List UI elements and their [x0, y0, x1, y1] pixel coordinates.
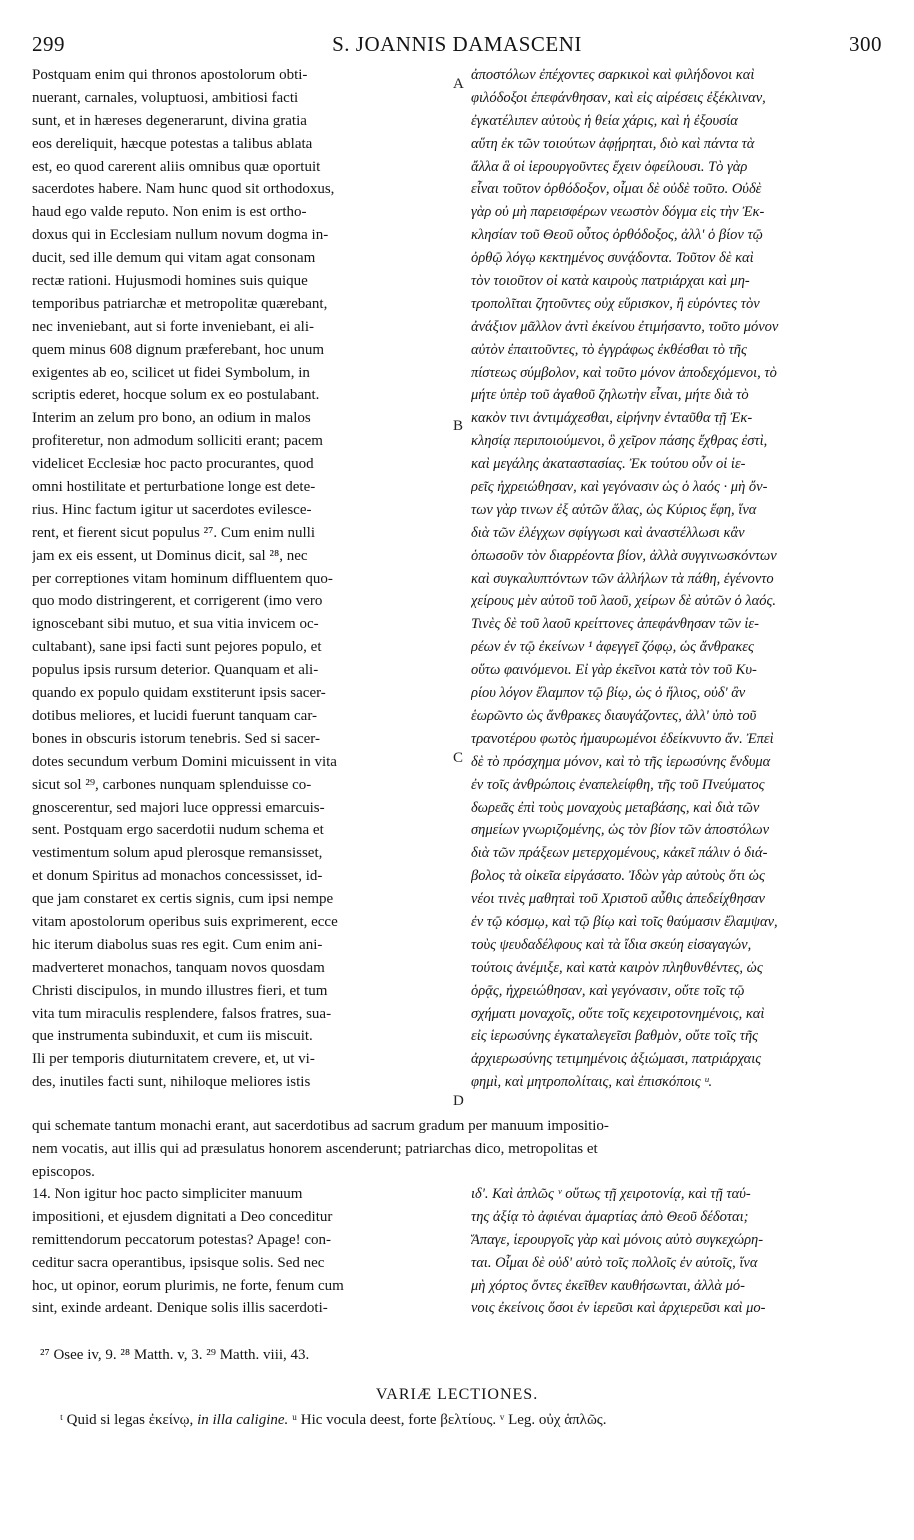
- latin-text-line: ceditur sacra operantibus, ipsisque solis. Sed nec: [32, 1254, 325, 1271]
- full-width-text-line: qui schemate tantum monachi erant, aut sacerdotibus ad sacrum gradum per manuum impositio-: [32, 1118, 609, 1134]
- variant-v-mark: ᵛ: [496, 1412, 505, 1428]
- variae-lectiones-title: VARIÆ LECTIONES.: [375, 1386, 539, 1403]
- latin-text-line: per correptiones vitam hominum diffluentem quo-: [32, 570, 333, 587]
- latin-text-line: omni hostilitate et perturbatione longe est dete-: [32, 479, 316, 496]
- greek-text-line: ρέων ἐν τῷ ἐκείνων ¹ ἀφεγγεῖ ζόφῳ, ὡς ἄνθρακες: [471, 639, 754, 656]
- greek-text-line: αὕτη ἐκ τῶν τοιούτων ἀφῄρηται, διὸ καὶ πάντα τὰ: [471, 135, 755, 152]
- latin-text-line: sicut sol ²⁹, carbones nunquam splenduisse co-: [32, 776, 312, 793]
- latin-text-line: rent, et fierent sicut populus ²⁷. Cum enim nulli: [32, 524, 316, 541]
- margin-marker-d: D: [453, 1093, 464, 1109]
- latin-text-line: vita tum miraculis resplendere, falsos fratres, sua-: [32, 1005, 332, 1022]
- latin-text-line: 14. Non igitur hoc pacto simpliciter manuum: [32, 1186, 303, 1202]
- greek-text-line: ἐν τῷ κόσμῳ, καὶ τῷ βίῳ καὶ τοῖς θαύμασιν ἔλαμψαν,: [471, 913, 778, 930]
- greek-text-line: ἐν τοῖς ἀνθρώποις ἐναπελείφθη, τῆς τοῦ Πνεύματος: [471, 776, 765, 793]
- latin-text-line: profiteretur, non admodum solliciti erant; pacem: [32, 433, 323, 450]
- latin-text-line: que instrumenta subinduxit, et cum iis miscuit.: [32, 1028, 313, 1045]
- greek-text-line: των γὰρ τινων ἐξ αὐτῶν ἅλας, ὡς Κύριος ἔφη, ἵνα: [471, 501, 757, 518]
- greek-text-line: ιδ'. Καὶ ἁπλῶς ᵛ οὕτως τῇ χειροτονίᾳ, καὶ τῇ ταύ-: [471, 1186, 751, 1202]
- greek-text-line: Τινὲς δὲ τοῦ λαοῦ κρείττονες ἀπεφάνθησαν τῶν ἱε-: [471, 616, 759, 633]
- variant-t-mark: ᵗ: [60, 1412, 63, 1428]
- greek-text-line: καὶ μεγάλης ἀκαταστασίας. Ἐκ τούτου οὖν οἱ ἱε-: [471, 456, 746, 473]
- greek-text-line: πίστεως σύμβολον, καὶ τοῦτο μόνον ἀποδεχόμενοι, τὸ: [471, 364, 777, 381]
- greek-text-line: μὴ χόρτος ὄντες ἐκεῖθεν καυθήσωνται, ἀλλὰ μό-: [471, 1277, 745, 1294]
- greek-text-line: διὰ τῶν ἐλέγχων σφίγγωσι καὶ ἀναστέλλωσι κἂν: [471, 524, 745, 541]
- latin-text-line: scriptis ederet, hocque solum ex eo postulabant.: [32, 387, 320, 404]
- greek-text-line: ρεῖς ἠχρειώθησαν, καὶ γεγόνασιν ὡς ὁ λαός · μὴ ὄν-: [471, 479, 768, 496]
- variant-v-text: Leg. οὐχ ἁπλῶς.: [504, 1412, 607, 1428]
- latin-text-line: sint, exinde ardeant. Denique solis illis sacerdoti-: [32, 1300, 328, 1317]
- greek-text-line: ὁρᾷς, ἠχρειώθησαν, καὶ γεγόνασιν, οὔτε τοῖς τῷ: [471, 982, 745, 999]
- greek-text-line: γὰρ οὐ μὴ παρεισφέρων νεωστὸν δόγμα εἰς τὴν Ἐκ-: [471, 204, 765, 221]
- latin-text-line: rius. Hinc factum igitur ut sacerdotes evilesce-: [32, 501, 312, 518]
- greek-text-line: ἐγκατέλιπεν αὐτοὺς ἡ θεία χάρις, καὶ ἡ ἐξουσία: [471, 112, 738, 129]
- latin-text-line: videlicet Ecclesiæ hoc pacto procurantes, quod: [32, 456, 314, 473]
- variae-lectiones: [60, 1412, 890, 1429]
- footnotes: ²⁷ Osee iv, 9. ²⁸ Matth. v, 3. ²⁹ Matth. viii, 43.: [40, 1347, 310, 1363]
- latin-text-line: nec inveniebant, aut si forte inveniebant, ei ali-: [32, 318, 314, 335]
- latin-text-line: madverteret monachos, tanquam novos quosdam: [32, 959, 325, 976]
- greek-text-line: χείρους μὲν αὐτοῦ τοῦ λαοῦ, χείρων δὲ αὐτῶν ὁ λαός.: [471, 593, 777, 610]
- latin-text-line: remittendorum peccatorum potestas? Apage! con-: [32, 1231, 332, 1248]
- greek-text-line: τοὺς ψευδαδέλφους καὶ τὰ ἴδια σκεύη εἰσαγαγών,: [471, 936, 752, 953]
- latin-text-line: vitam apostolorum operibus suis exprimerent, ecce: [32, 913, 338, 930]
- latin-text-line: quo modo distringerent, et corrigerent (imo vero: [32, 593, 323, 610]
- latin-text-line: haud ego valde reputo. Non enim is est ortho-: [32, 204, 307, 221]
- latin-text-line: ignoscebant sibi mutuo, et sua vitia invicem oc-: [32, 616, 319, 633]
- latin-text-line: sent. Postquam ergo sacerdotii nudum schema et: [32, 822, 324, 839]
- page-header: [0, 32, 914, 66]
- running-title: S. JOANNIS DAMASCENI: [332, 32, 582, 56]
- latin-text-line: des, inutiles facti sunt, nihiloque meliores istis: [32, 1074, 311, 1091]
- greek-text-line: δὲ τὸ πρόσχημα μόνον, καὶ τὸ τῆς ἱερωσύνης ἔνδυμα: [471, 753, 771, 770]
- full-width-text-line: nem vocatis, aut illis qui ad præsulatus honorem ascenderunt; patriarchas dico, metropolitas et: [32, 1140, 598, 1157]
- greek-text-line: ὀρθῷ λόγῳ κεκτημένος συνᾴδοντα. Τοῦτον δὲ καὶ: [471, 250, 754, 267]
- greek-text-line: ται. Οἶμαι δὲ οὐδ' αὐτὸ τοῖς πολλοῖς ἐν αὐτοῖς, ἵνα: [471, 1254, 758, 1271]
- latin-text-line: impositioni, et ejusdem dignitati a Deo conceditur: [32, 1208, 333, 1225]
- greek-text-line: εἰς ἱερωσύνης ἐγκαταλεγεῖσι βαθμὸν, οὔτε τοῖς τῆς: [471, 1028, 759, 1045]
- latin-text-line: est, eo quod carerent aliis omnibus quæ oportuit: [32, 158, 321, 175]
- greek-text-line: ρίου λόγον ἔλαμπον τῷ βίῳ, ὡς ὁ ἥλιος, οὐδ' ἂν: [471, 685, 746, 702]
- greek-text-line: κακὸν τινι ἀντιμάχεσθαι, εἰρήνην ἐνταῦθα τῇ Ἐκ-: [471, 410, 753, 427]
- greek-text-line: τρανοτέρου φωτὸς ἠμαυρωμένοι ἐδείκνυντο ἄν. Ἐπεὶ: [471, 730, 774, 747]
- latin-text-line: dotes secundum verbum Domini micuissent in vita: [32, 753, 337, 770]
- greek-text-line: τούτοις ἀνέμιξε, καὶ κατὰ καιρὸν πληθυνθέντες, ὡς: [471, 959, 763, 976]
- latin-text-line: doxus qui in Ecclesiam nullum novum dogma in-: [32, 227, 329, 244]
- greek-text-line: ἄλλα ἃ οἱ ἱερουργοῦντες ἔχειν ὀφείλουσι. Τὸ γὰρ: [471, 158, 748, 175]
- greek-text-line: σχήματι μοναχοῖς, οὔτε τοῖς κεχειροτονημένοις, καὶ: [471, 1005, 765, 1022]
- greek-text-line: Ἄπαγε, ἱερουργοῖς γὰρ καὶ μόνοις αὐτὸ συγκεχώρη-: [471, 1231, 764, 1248]
- variant-u-text: Hic vocula deest, forte βελτίους.: [296, 1412, 497, 1428]
- greek-text-line: ὁπωσοῦν τὸν διαρρέοντα βίον, ἀλλὰ συγγινωσκόντων: [471, 547, 777, 564]
- margin-marker-b: B: [453, 418, 464, 434]
- latin-text-line: jam ex eis essent, ut Dominus dicit, sal ²⁸, nec: [32, 547, 308, 564]
- variant-t-text: Quid si legas ἐκείνῳ,: [62, 1412, 198, 1428]
- variant-t-italic: in illa caligine.: [197, 1412, 289, 1428]
- latin-text-line: eos dereliquit, hæcque potestas a talibus ablata: [32, 135, 313, 152]
- latin-text-line: quando ex populo quidam exstiterunt ipsis sacer-: [32, 685, 326, 702]
- greek-text-line: τὸν τοιοῦτον οἱ κατὰ καιροὺς πατριάρχαι καὶ μη-: [471, 273, 750, 290]
- greek-text-line: δωρεᾶς ἐπὶ τοὺς μοναχοὺς μεταβάσης, καὶ διὰ τῶν: [471, 799, 760, 816]
- greek-text-line: φιλόδοξοι ἐπεφάνθησαν, καὶ εἰς αἱρέσεις ἐξέκλιναν,: [471, 89, 766, 106]
- latin-text-line: Ili per temporis diuturnitatem crevere, et, ut vi-: [32, 1051, 315, 1068]
- latin-text-line: hoc, ut opinor, eorum plurimis, ne forte, fenum cum: [32, 1277, 344, 1294]
- full-width-paragraph: [32, 1115, 882, 1184]
- greek-column-section-14: [471, 1183, 881, 1320]
- margin-marker-c: C: [453, 750, 464, 766]
- full-width-text-line: episcopos.: [32, 1163, 95, 1180]
- latin-text-line: bones in obscuris istorum tenebris. Sed si sacer-: [32, 730, 320, 747]
- greek-text-line: ἀρχιερωσύνης τετιμημένοις ἀξιώμασι, πατριάρχαις: [471, 1051, 762, 1068]
- latin-text-line: cultabant), sane ipsi facti sunt pejores populo, et: [32, 639, 322, 656]
- latin-text-line: rectæ rationi. Hujusmodi homines suis quique: [32, 273, 308, 290]
- greek-text-line: ἑωρῶντο ὡς ἄνθρακες διαυγάζοντες, ἀλλ' ὑπὸ τοῦ: [471, 707, 757, 724]
- greek-text-line: τροπολῖται ζητοῦντες οὐχ εὕρισκον, ἢ εὑρόντες τὸν: [471, 295, 760, 312]
- latin-text-line: que jam constaret ex certis signis, cum ipsi nempe: [32, 891, 334, 908]
- greek-text-line: νοις ἐκείνοις ὅσοι ἐν ἱερεῦσι καὶ ἀρχιερεῦσι καὶ μο-: [471, 1300, 766, 1317]
- greek-text-line: ἀνάξιον μᾶλλον ἀντὶ ἐκείνου ἐτιμήσαντο, τοῦτο μόνον: [471, 318, 779, 335]
- greek-text-line: της ἀξίᾳ τὸ ἀφιέναι ἁμαρτίας ἀπὸ Θεοῦ δέδοται;: [471, 1208, 749, 1225]
- latin-text-line: exigentes ab eo, scilicet ut fidei Symbolum, in: [32, 364, 310, 381]
- variant-u-mark: ᵘ: [288, 1412, 297, 1428]
- latin-text-line: quem minus 608 dignum præferebant, hoc unum: [32, 341, 325, 358]
- greek-text-line: κλησίαν τοῦ Θεοῦ οὗτος ὀρθόδοξος, ἀλλ' ὁ βίον τῷ: [471, 227, 763, 244]
- greek-column: [471, 64, 879, 1094]
- latin-column-section-14: [32, 1183, 452, 1320]
- page-number-left: 299: [32, 32, 65, 56]
- margin-marker-a: A: [453, 76, 464, 92]
- greek-text-line: μήτε ὑπὲρ τοῦ ἀγαθοῦ ζηλωτὴν εἶναι, μήτε διὰ τὸ: [471, 387, 749, 404]
- latin-text-line: et donum Spiritus ad monachos concessisset, id-: [32, 868, 323, 885]
- latin-text-line: gnoscerentur, sed majori luce oppressi emarcuis-: [32, 799, 325, 816]
- greek-text-line: σημείων γνωριζομένης, ὡς τὸν βίον τῶν ἀποστόλων: [471, 822, 770, 839]
- greek-text-line: οὕτω φαινόμενοι. Εἰ γὰρ ἐκεῖνοι κατὰ τὸν τοῦ Κυ-: [471, 662, 757, 679]
- greek-text-line: κλησίᾳ περιποιούμενοι, ὃ χεῖρον πάσης ἔχθρας ἐστὶ,: [471, 433, 768, 450]
- latin-text-line: sacerdotes habere. Nam hunc quod sit orthodoxus,: [32, 181, 335, 198]
- latin-text-line: nuerant, carnales, voluptuosi, ambitiosi facti: [32, 89, 299, 106]
- latin-text-line: dotibus meliores, et lucidi fuerunt tanquam car-: [32, 707, 318, 724]
- latin-text-line: Interim an zelum pro bono, an odium in malos: [32, 410, 311, 427]
- greek-text-line: αὐτὸν ἐπαιτοῦντες, τὸ ἐγγράφως ἐκθέσθαι τὸ τῆς: [471, 341, 747, 358]
- latin-text-line: vestimentum solum apud plerosque remansisset,: [32, 845, 323, 862]
- page-number-right: 300: [849, 32, 882, 56]
- latin-text-line: populus ipsis rursum deterior. Quanquam et ali-: [32, 662, 319, 679]
- greek-text-line: φημὶ, καὶ μητροπολίταις, καὶ ἐπισκόποις ᵘ.: [471, 1074, 713, 1091]
- greek-text-line: καὶ συγκαλυπτόντων τῶν ἀλλήλων τὰ πάθη, ἐγένοντο: [471, 570, 774, 587]
- latin-text-line: Christi discipulos, in mundo illustres fieri, et tum: [32, 982, 328, 999]
- latin-text-line: sunt, et in hæreses degenerarunt, divina gratia: [32, 112, 307, 129]
- latin-text-line: hic iterum diabolus suas res egit. Cum enim ani-: [32, 936, 323, 953]
- greek-text-line: διὰ τῶν πράξεων μετερχομένους, κἀκεῖ πάλιν ὁ διά-: [471, 845, 768, 862]
- greek-text-line: βολος τὰ οἰκεῖα εἰργάσατο. Ἰδὼν γὰρ αὐτοὺς ὅτι ὡς: [471, 868, 765, 885]
- latin-column: [32, 64, 450, 1094]
- greek-text-line: ἀποστόλων ἐπέχοντες σαρκικοὶ καὶ φιλήδονοι καὶ: [471, 67, 755, 83]
- latin-text-line: ducit, sed ille demum qui vitam agat consonam: [32, 250, 316, 267]
- latin-text-line: Postquam enim qui thronos apostolorum obti-: [32, 67, 308, 83]
- greek-text-line: νέοι τινὲς μαθηταὶ τοῦ Χριστοῦ αὖθις ἀπεδείχθησαν: [471, 891, 765, 908]
- latin-text-line: temporibus patriarchæ et metropolitæ quærebant,: [32, 295, 328, 312]
- greek-text-line: εἶναι τοῦτον ὀρθόδοξον, οἶμαι δὲ οὐδὲ τοῦτο. Οὐδὲ: [471, 181, 762, 198]
